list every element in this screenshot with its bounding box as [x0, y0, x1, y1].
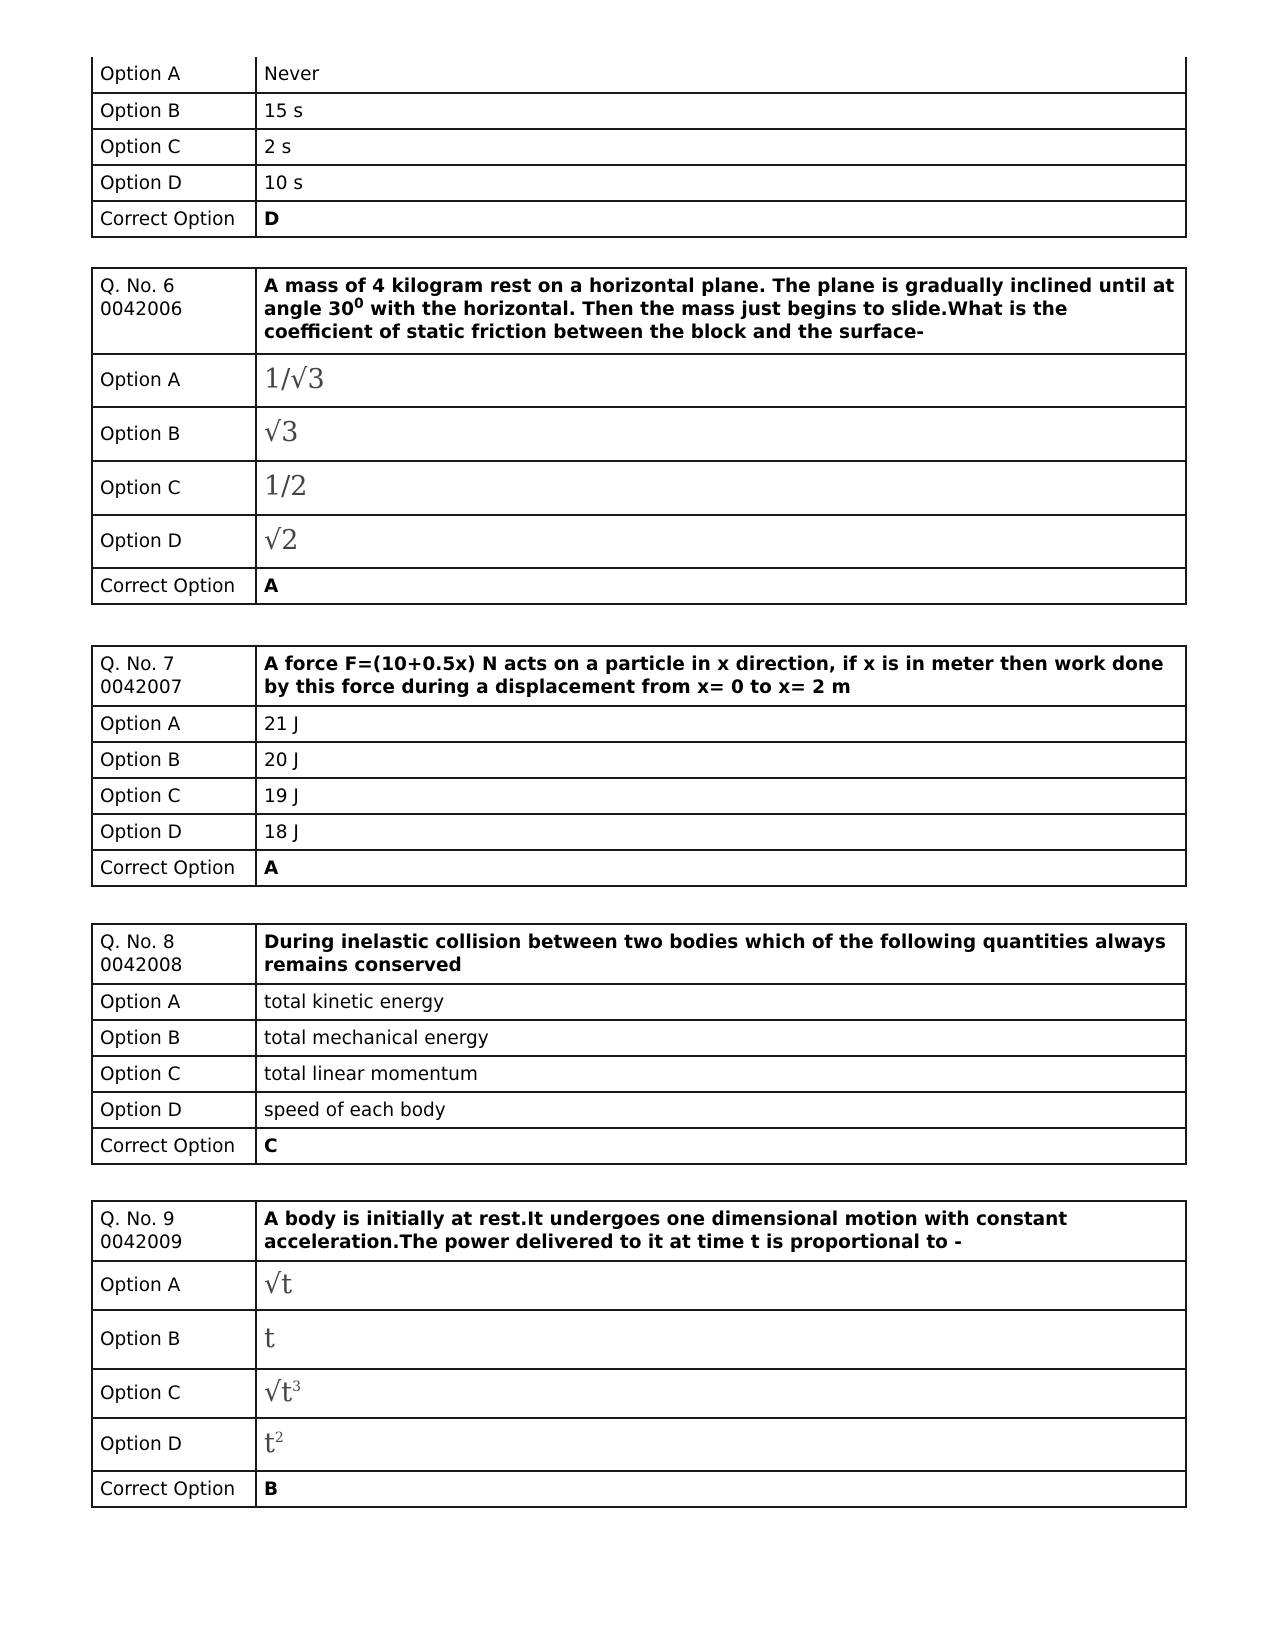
question-9-table — [91, 1200, 1187, 1508]
correct-option-label: Correct Option — [92, 568, 256, 604]
option-d-value — [256, 1418, 1186, 1471]
correct-option-label: Correct Option — [92, 1471, 256, 1507]
option-d-value: 10 s — [256, 165, 1186, 201]
question-number — [92, 924, 256, 984]
option-a-value: total kinetic energy — [256, 984, 1186, 1020]
degree-superscript: 0 — [353, 295, 364, 312]
option-c-base: √t — [264, 1376, 293, 1408]
option-b-label: Option B — [92, 407, 256, 461]
correct-option-value: A — [256, 850, 1186, 886]
question-number — [92, 268, 256, 354]
option-c-label: Option C — [92, 1056, 256, 1092]
option-c-label: Option C — [92, 461, 256, 515]
option-d-value: speed of each body — [256, 1092, 1186, 1128]
correct-option-value: C — [256, 1128, 1186, 1164]
option-d-label: Option D — [92, 165, 256, 201]
option-a-value: 21 J — [256, 706, 1186, 742]
question-text: During inelastic collision between two bodies which of the following quantities always remains conserved — [256, 924, 1186, 984]
option-c-value — [256, 1369, 1186, 1418]
option-b-math: √3 — [264, 417, 299, 448]
option-c-exponent: 3 — [292, 1378, 301, 1395]
correct-option-label: Correct Option — [92, 1128, 256, 1164]
option-b-label: Option B — [92, 1310, 256, 1369]
option-c-label: Option C — [92, 1369, 256, 1418]
question-8-table — [91, 923, 1187, 1165]
option-a-value — [256, 354, 1186, 407]
question-code: 0042007 — [100, 677, 183, 698]
question-number-label: Q. No. 8 — [100, 932, 175, 953]
correct-option-value: A — [256, 568, 1186, 604]
option-c-label: Option C — [92, 129, 256, 165]
option-a-label: Option A — [92, 354, 256, 407]
question-number-label: Q. No. 9 — [100, 1209, 175, 1230]
option-b-value — [256, 407, 1186, 461]
option-b-value: 20 J — [256, 742, 1186, 778]
option-a-label: Option A — [92, 706, 256, 742]
option-b-value: total mechanical energy — [256, 1020, 1186, 1056]
question-text-part2: with the horizontal. Then the mass just begins to slide.What is the coefficient of static friction between the block and the surface- — [264, 299, 1068, 343]
option-d-label: Option D — [92, 814, 256, 850]
question-6-table — [91, 267, 1187, 605]
option-b-label: Option B — [92, 742, 256, 778]
option-a-label: Option A — [92, 57, 256, 93]
option-d-math: √2 — [264, 524, 299, 556]
correct-option-value: B — [256, 1471, 1186, 1507]
question-text — [256, 268, 1186, 354]
option-c-label: Option C — [92, 778, 256, 814]
option-a-label: Option A — [92, 1261, 256, 1310]
option-c-value — [256, 461, 1186, 515]
option-a-value: Never — [256, 57, 1186, 93]
correct-option-label: Correct Option — [92, 850, 256, 886]
option-d-value: 18 J — [256, 814, 1186, 850]
question-code: 0042009 — [100, 1232, 183, 1253]
question-number — [92, 646, 256, 706]
option-c-math: 1/2 — [264, 471, 308, 502]
question-number — [92, 1201, 256, 1261]
question-text: A force F=(10+0.5x) N acts on a particle in x direction, if x is in meter then work done by this force during a displacement from x= 0 to x= 2 m — [256, 646, 1186, 706]
question-code: 0042006 — [100, 299, 183, 320]
option-a-math: √t — [264, 1268, 293, 1300]
question-number-label: Q. No. 6 — [100, 276, 175, 297]
question-code: 0042008 — [100, 955, 183, 976]
option-c-value: 2 s — [256, 129, 1186, 165]
option-b-math: t — [264, 1322, 275, 1354]
option-d-label: Option D — [92, 1092, 256, 1128]
option-d-exponent: 2 — [274, 1429, 284, 1446]
question-text-part1: A mass of 4 kilogram rest on a horizontal plane. The plane is gradually inclined until at angle 30 — [264, 276, 1175, 320]
option-d-label: Option D — [92, 515, 256, 568]
option-b-value: 15 s — [256, 93, 1186, 129]
option-c-value: 19 J — [256, 778, 1186, 814]
option-d-math — [264, 1428, 284, 1459]
option-d-base: t — [264, 1427, 275, 1459]
option-c-value: total linear momentum — [256, 1056, 1186, 1092]
option-a-label: Option A — [92, 984, 256, 1020]
option-b-label: Option B — [92, 1020, 256, 1056]
option-b-label: Option B — [92, 93, 256, 129]
question-7-table — [91, 645, 1187, 887]
option-c-math — [264, 1377, 301, 1408]
correct-option-value: D — [256, 201, 1186, 237]
option-a-value — [256, 1261, 1186, 1310]
option-a-math: 1/√3 — [264, 363, 325, 395]
question-number-label: Q. No. 7 — [100, 654, 175, 675]
question-text: A body is initially at rest.It undergoes one dimensional motion with constant acceleration.The power delivered to it at time t is proportional to - — [256, 1201, 1186, 1261]
question-5-table — [91, 57, 1187, 238]
option-d-value — [256, 515, 1186, 568]
option-d-label: Option D — [92, 1418, 256, 1471]
correct-option-label: Correct Option — [92, 201, 256, 237]
option-b-value — [256, 1310, 1186, 1369]
